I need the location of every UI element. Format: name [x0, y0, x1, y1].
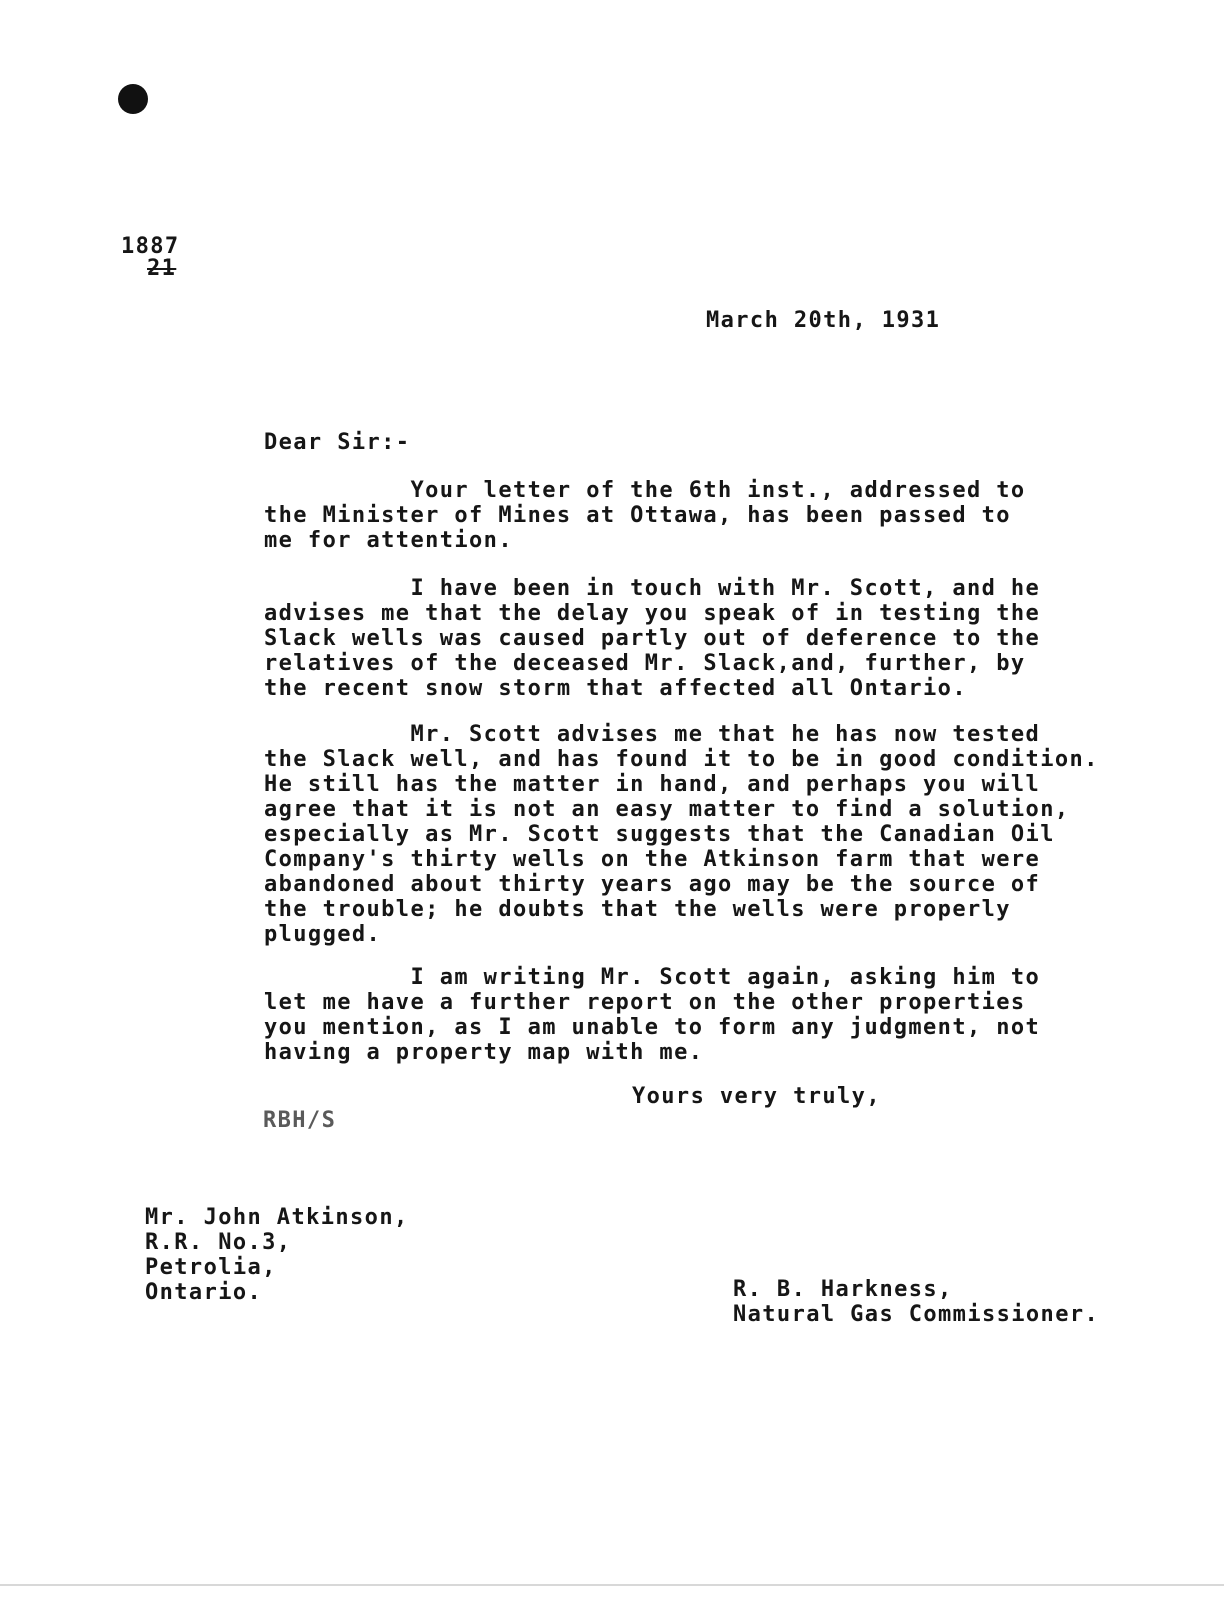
- page-edge-line: [0, 1584, 1224, 1586]
- body-paragraph-4: I am writing Mr. Scott again, asking him to let me have a further report on the other properties you mention, as I am unable to form any judgment, not having a property map with me.: [264, 965, 1041, 1065]
- body-paragraph-1: Your letter of the 6th inst., addressed to the Minister of Mines at Ottawa, has been passed to me for attention.: [264, 478, 1026, 553]
- letter-date: March 20th, 1931: [706, 308, 941, 333]
- salutation: Dear Sir:-: [264, 430, 411, 455]
- typist-initials: RBH/S: [263, 1108, 337, 1133]
- body-paragraph-2: I have been in touch with Mr. Scott, and he advises me that the delay you speak of in testing the Slack wells was caused partly out of deference to the relatives of the deceased Mr. Slack,and, further, by the recent snow storm that affected all Ontario.: [264, 576, 1041, 701]
- signature-block: R. B. Harkness, Natural Gas Commissioner.: [733, 1277, 1100, 1327]
- struck-file-number: 21: [147, 256, 177, 281]
- complimentary-closing: Yours very truly,: [632, 1084, 881, 1109]
- body-paragraph-3: Mr. Scott advises me that he has now tested the Slack well, and has found it to be in good condition. He still has the matter in hand, and perhaps you will agree that it is not an easy matter to find a solution, especially as Mr. Scott suggests that the Canadian Oil Company's thirty wells on the Atkinson farm that were abandoned about thirty years ago may be the source of the trouble; he doubts that the wells were properly plugged.: [264, 722, 1099, 947]
- punch-hole-mark: [118, 84, 148, 114]
- addressee-block: Mr. John Atkinson, R.R. No.3, Petrolia, Ontario.: [145, 1205, 409, 1305]
- file-number: 1887: [121, 234, 180, 259]
